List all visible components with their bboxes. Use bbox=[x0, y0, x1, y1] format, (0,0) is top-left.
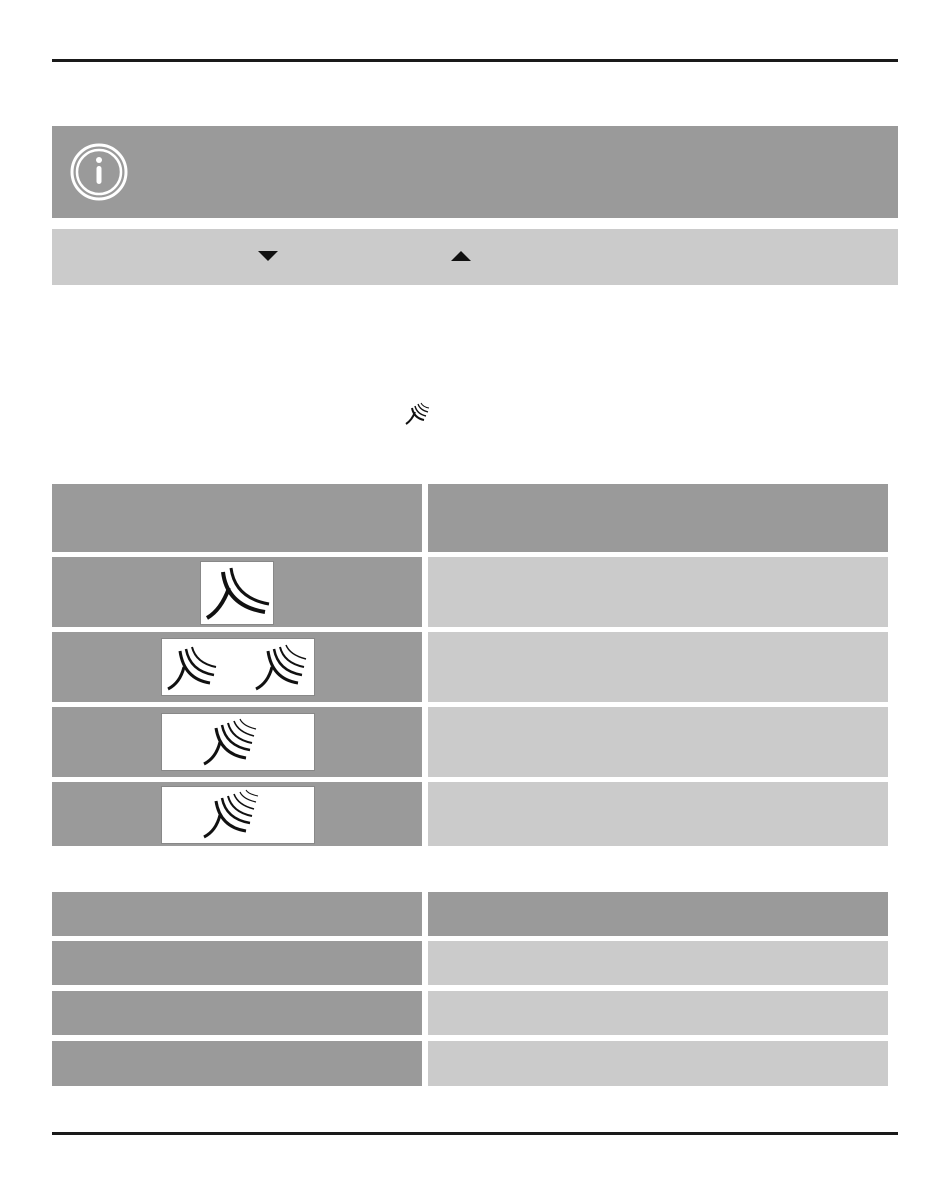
table-row-right-cell bbox=[428, 991, 888, 1035]
arrow-down-icon bbox=[258, 251, 278, 261]
info-box bbox=[52, 126, 898, 218]
table-header-left bbox=[52, 484, 422, 552]
arrow-up-icon bbox=[451, 251, 471, 261]
top-rule bbox=[52, 59, 898, 62]
table-row-description-cell bbox=[428, 557, 888, 627]
dab-signal-icon bbox=[404, 402, 430, 426]
satellite-dish-strong-icon bbox=[161, 713, 315, 771]
table-row-icon-cell bbox=[52, 557, 422, 627]
table-header-right bbox=[428, 484, 888, 552]
satellite-dish-pair-icon bbox=[161, 638, 315, 696]
table-row-description-cell bbox=[428, 707, 888, 777]
info-icon bbox=[70, 143, 128, 201]
bottom-rule bbox=[52, 1132, 898, 1135]
table-row-description-cell bbox=[428, 782, 888, 846]
table-row-icon-cell bbox=[52, 782, 422, 846]
navigation-hint-strip bbox=[52, 229, 898, 285]
signal-strength-table bbox=[52, 484, 888, 846]
table-row-description-cell bbox=[428, 632, 888, 702]
table-row-right-cell bbox=[428, 1041, 888, 1086]
table-header-right bbox=[428, 892, 888, 936]
table-row-left-cell bbox=[52, 991, 422, 1035]
table-row-left-cell bbox=[52, 1041, 422, 1086]
table-row-icon-cell bbox=[52, 707, 422, 777]
table-row-right-cell bbox=[428, 941, 888, 985]
table-row-icon-cell bbox=[52, 632, 422, 702]
table-header-left bbox=[52, 892, 422, 936]
satellite-dish-strongest-icon bbox=[161, 786, 315, 844]
satellite-dish-icon bbox=[200, 561, 274, 625]
table-row-left-cell bbox=[52, 941, 422, 985]
settings-table bbox=[52, 892, 888, 1086]
